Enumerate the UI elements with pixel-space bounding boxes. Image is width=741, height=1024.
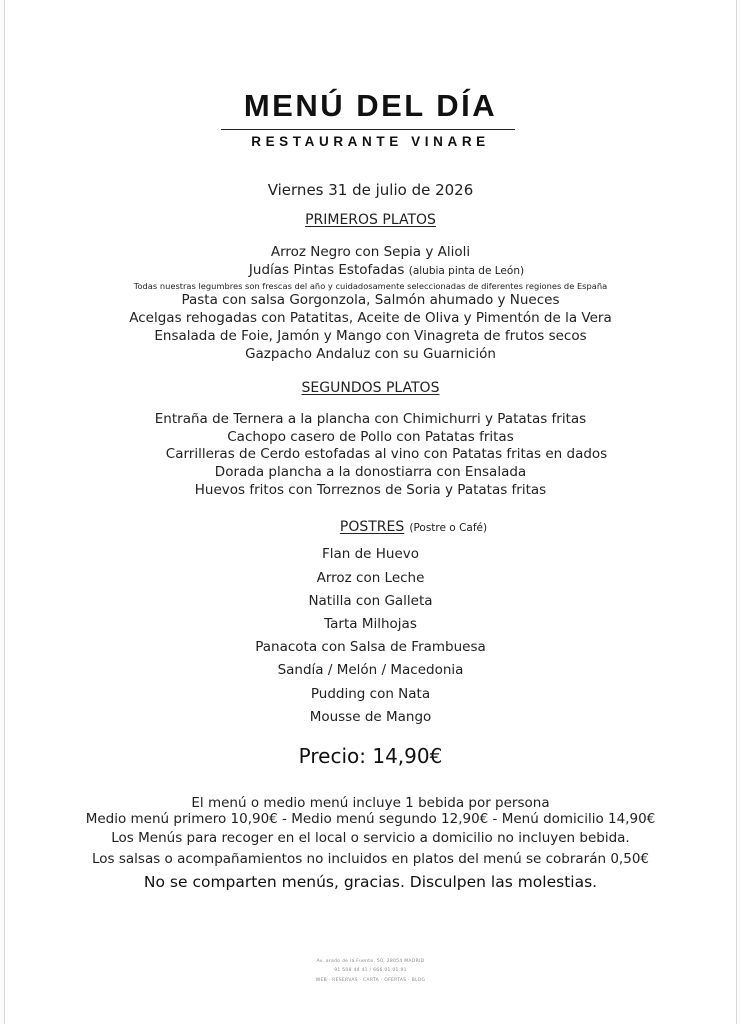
dish-item: Carrilleras de Cerdo estofadas al vino con Patatas fritas en dados (165, 446, 608, 462)
menu-price: Precio: 14,90€ (298, 744, 443, 768)
dessert-item: Natilla con Galleta (308, 593, 433, 609)
title-divider (221, 129, 515, 130)
dessert-item: Flan de Huevo (321, 546, 420, 562)
condition-line: Los Menús para recoger en el local o servicio a domicilio no incluyen bebida. (111, 830, 630, 846)
dish-item: Acelgas rehogadas con Patatitas, Aceite de Oliva y Pimentón de la Vera (129, 310, 612, 326)
section-heading-segundos: SEGUNDOS PLATOS (301, 380, 440, 396)
menu-page (4, 0, 737, 1024)
dessert-item: Arroz con Leche (316, 570, 425, 586)
dish-item: Pasta con salsa Gorgonzola, Salmón ahumado y Nueces (181, 292, 560, 308)
legumbres-note: Todas nuestras legumbres son frescas del año y cuidadosamente seleccionadas de diferentes regiones de España (133, 281, 608, 291)
restaurant-name: RESTAURANTE VINARE (251, 134, 490, 149)
footer-phone: 91 508 44 41 / 666 01 01 91 (334, 968, 407, 973)
postres-note: (Postre o Café) (409, 522, 488, 534)
section-heading-postres-row (43, 516, 741, 535)
footer-links: WEB · RESERVAS · CARTA · OFERTAS · BLOG (315, 978, 426, 983)
dish-note: (alubia pinta de León) (408, 265, 525, 277)
dessert-item: Pudding con Nata (310, 686, 431, 702)
dish-item: Huevos fritos con Torreznos de Soria y Patatas fritas (194, 482, 547, 498)
dish-item: Entraña de Ternera a la plancha con Chimichurri y Patatas fritas (154, 411, 587, 427)
condition-line: No se comparten menús, gracias. Disculpen las molestias. (143, 873, 598, 891)
dish-item: Ensalada de Foie, Jamón y Mango con Vinagreta de frutos secos (154, 328, 587, 344)
dish-item: Gazpacho Andaluz con su Guarnición (245, 346, 496, 362)
footer-address: Av. arado de la Fuente, 50, 28054 MADRID (316, 959, 425, 964)
menu-date: Viernes 31 de julio de 2026 (267, 181, 474, 199)
dish-item: Arroz Negro con Sepia y Alioli (270, 244, 471, 260)
page-title: MENÚ DEL DÍA (243, 88, 498, 123)
condition-line: El menú o medio menú incluye 1 bebida por persona (191, 795, 550, 811)
section-heading-primeros: PRIMEROS PLATOS (305, 212, 436, 228)
dish-name: Judías Pintas Estofadas (248, 262, 405, 278)
dish-item (16, 262, 741, 278)
dish-item: Dorada plancha a la donostiarra con Ensalada (214, 464, 527, 480)
section-heading-postres: POSTRES (339, 519, 405, 535)
condition-line: Medio menú primero 10,90€ - Medio menú segundo 12,90€ - Menú domicilio 14,90€ (85, 811, 656, 827)
dessert-item: Tarta Milhojas (324, 616, 417, 632)
dessert-item: Panacota con Salsa de Frambuesa (255, 639, 486, 655)
condition-line: Los salsas o acompañamientos no incluidos en platos del menú se cobrarán 0,50€ (92, 851, 649, 867)
dessert-item: Sandía / Melón / Macedonia (277, 662, 464, 678)
dish-item: Cachopo casero de Pollo con Patatas fritas (227, 429, 514, 445)
dessert-item: Mousse de Mango (309, 709, 432, 725)
